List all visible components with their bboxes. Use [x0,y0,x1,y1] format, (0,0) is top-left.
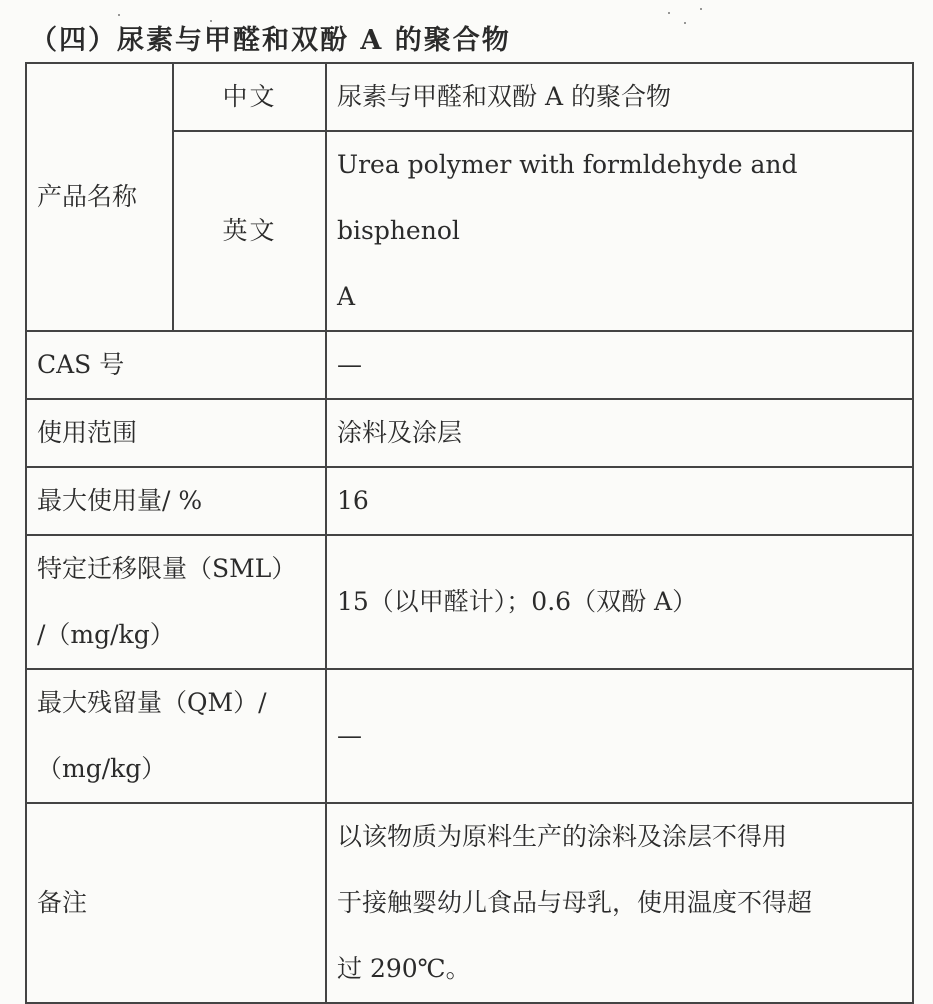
cas-label: CAS 号 [26,331,326,399]
table-row [26,63,913,131]
table-row [26,331,913,399]
table-row [26,803,913,1003]
sml-label [26,535,326,669]
max-usage-value: 16 [326,467,913,535]
usage-value: 涂料及涂层 [326,399,913,467]
qm-label-line: （mg/kg） [37,754,167,783]
max-usage-label: 最大使用量/ % [26,467,326,535]
product-name-label: 产品名称 [26,63,173,331]
english-label: 英文 [173,131,326,331]
english-name-line: A [337,282,356,311]
table-row [26,669,913,803]
cas-value: — [326,331,913,399]
table-row [26,467,913,535]
sml-value: 15（以甲醛计）；0.6（双酚 A） [326,535,913,669]
remarks-value [326,803,913,1003]
sml-label-line: /（mg/kg） [37,620,175,649]
scan-speck [700,8,702,10]
chinese-name-value: 尿素与甲醛和双酚 A 的聚合物 [326,63,913,131]
sml-label-line: 特定迁移限量（SML） [37,554,297,583]
chinese-label: 中文 [173,63,326,131]
english-name-line: Urea polymer with formldehyde and bisphenol [337,150,798,245]
remarks-line: 过 290℃。 [337,954,471,983]
scan-speck [210,20,212,22]
table-row [26,535,913,669]
remarks-label: 备注 [26,803,326,1003]
qm-value: — [326,669,913,803]
scan-speck [118,14,120,16]
qm-label [26,669,326,803]
english-name-value [326,131,913,331]
scan-speck [684,22,686,24]
qm-label-line: 最大残留量（QM）/ [37,688,267,717]
substance-spec-table [25,62,914,1004]
remarks-line: 于接触婴幼儿食品与母乳，使用温度不得超 [337,888,813,917]
usage-label: 使用范围 [26,399,326,467]
scan-speck [668,12,670,14]
remarks-line: 以该物质为原料生产的涂料及涂层不得用 [337,822,788,851]
section-heading: （四）尿素与甲醛和双酚 A 的聚合物 [30,25,511,56]
table-row [26,399,913,467]
